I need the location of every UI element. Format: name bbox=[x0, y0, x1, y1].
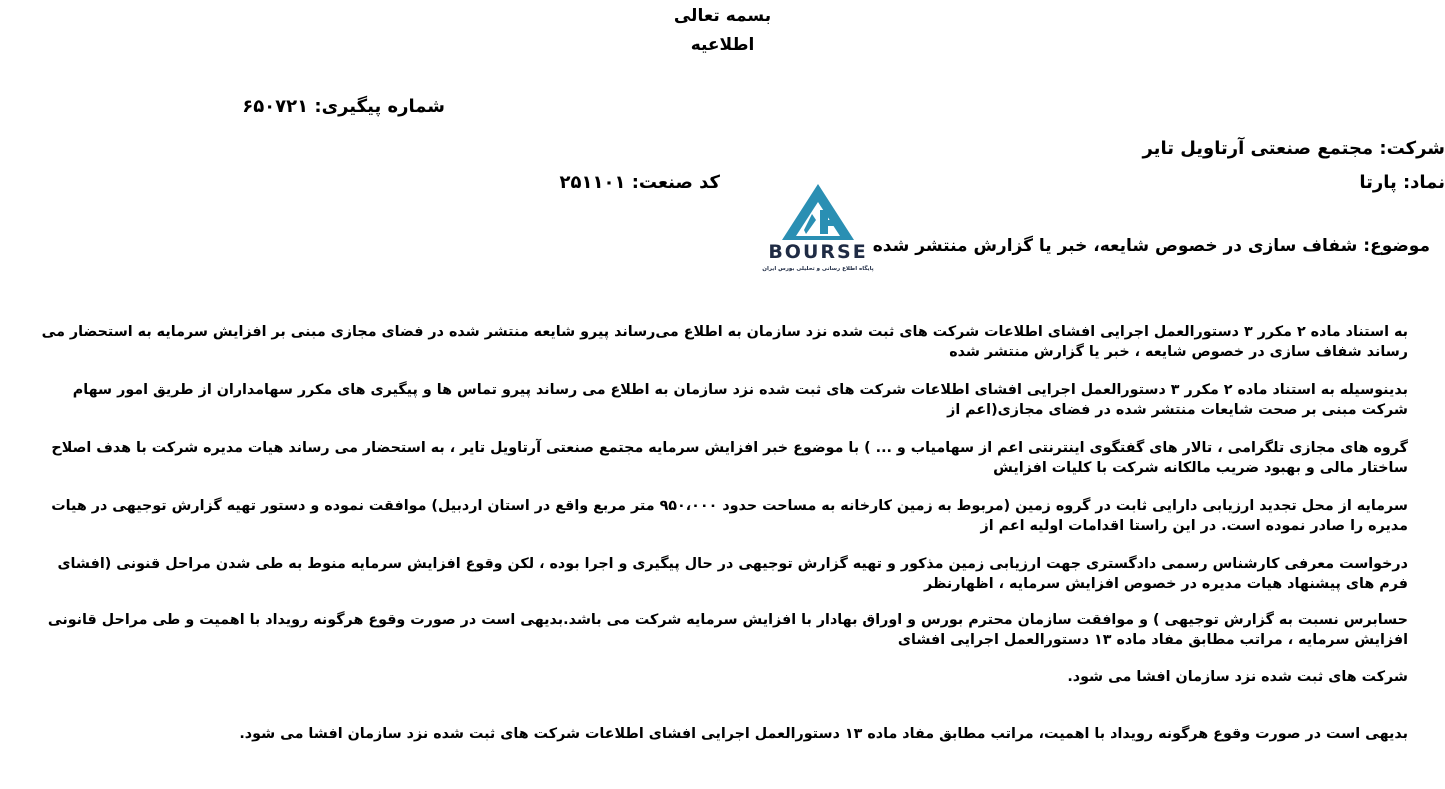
bourse24-logo bbox=[756, 180, 880, 276]
body-paragraph-line: حسابرس نسبت به گزارش توجیهی ) و موافقت سازمان محترم بورس و اوراق بهادار با افزایش سرمایه شرکت می باشد.بدیهی است در صورت وقوع هرگونه رویداد با اهمیت و طی مراحل قانونی افزایش سرمایه ، مراتب مطابق مفاد ماده ۱۳ دستورالعمل اجرایی افشای bbox=[47, 612, 1408, 648]
logo-caption: پایگاه اطلاع رسانی و تحلیلی بورس ایران bbox=[762, 266, 874, 272]
tracking-number: شماره پیگیری: ۶۵۰۷۲۱ bbox=[242, 96, 445, 117]
body-paragraph-line: درخواست معرفی کارشناس رسمی دادگستری جهت ارزیابی زمین مذکور و تهیه گزارش توجیهی در حال پیگیری و اجرا بوده ، لکن وقوع افزایش سرمایه منوط به طی شدن مراحل قنونی (افشای فرم های پیشنهاد هیات مدیره در خصوص افزایش سرمایه ، اظهارنظر bbox=[57, 556, 1408, 592]
bourse24-logo-icon bbox=[756, 180, 880, 276]
body-paragraph-line: سرمایه از محل تجدید ارزیابی دارایی ثابت در گروه زمین (مربوط به زمین کارخانه به مساحت حدود ۹۵۰،۰۰۰ متر مربع واقع در استان اردبیل) موافقت نموده و دستور تهیه گزارش توجیهی در هیات مدیره را صادر نموده است. در این راستا اقدامات اولیه اعم از bbox=[51, 498, 1408, 534]
industry-code: کد صنعت: ۲۵۱۱۰۱ bbox=[559, 172, 720, 193]
body-paragraph-line: به استناد ماده ۲ مکرر ۳ دستورالعمل اجرایی افشای اطلاعات شرکت های ثبت شده نزد سازمان به اطلاع می‌رساند پیرو شایعه منتشر شده در فضای مجازی مبنی بر افزایش سرمایه به استحضار می رساند شفاف سازی در خصوص شایعه ، خبر یا گزارش منتشر شده bbox=[41, 324, 1408, 360]
body-paragraph-line: شرکت های ثبت شده نزد سازمان افشا می شود. bbox=[1067, 669, 1408, 685]
company-name: شرکت: مجتمع صنعتی آرتاویل تایر bbox=[1142, 138, 1445, 159]
logo-wordmark: BOURSE bbox=[768, 241, 868, 263]
closing-statement: بدیهی است در صورت وقوع هرگونه رویداد با اهمیت، مراتب مطابق مفاد ماده ۱۳ دستورالعمل اجرایی افشای اطلاعات شرکت های ثبت شده نزد سازمان افشا می شود. bbox=[239, 726, 1408, 742]
stock-symbol: نماد: پارتا bbox=[1359, 172, 1445, 193]
body-paragraph-line: بدینوسیله به استناد ماده ۲ مکرر ۳ دستورالعمل اجرایی افشای اطلاعات شرکت های ثبت شده نزد سازمان به اطلاع می رساند پیرو تماس ها و پیگیری های مکرر سهامداران از طریق امور سهام شرکت مبنی بر صحت شایعات منتشر شده در فضای مجازی(اعم از bbox=[72, 382, 1408, 418]
body-paragraph-line: گروه های مجازی تلگرامی ، تالار های گفتگوی اینترنتی اعم از سهامیاب و ... ) با موضوع خبر افزایش سرمایه مجتمع صنعتی آرتاویل تایر ، به استحضار می رساند هیات مدیره شرکت با هدف اصلاح ساختار مالی و بهبود ضریب مالکانه شرکت با کلیات افزایش bbox=[51, 440, 1408, 476]
basmala-heading: بسمه تعالی bbox=[673, 6, 772, 26]
subject-line: موضوع: شفاف سازی در خصوص شایعه، خبر یا گزارش منتشر شده bbox=[872, 236, 1430, 256]
document-title: اطلاعیه bbox=[690, 35, 755, 55]
